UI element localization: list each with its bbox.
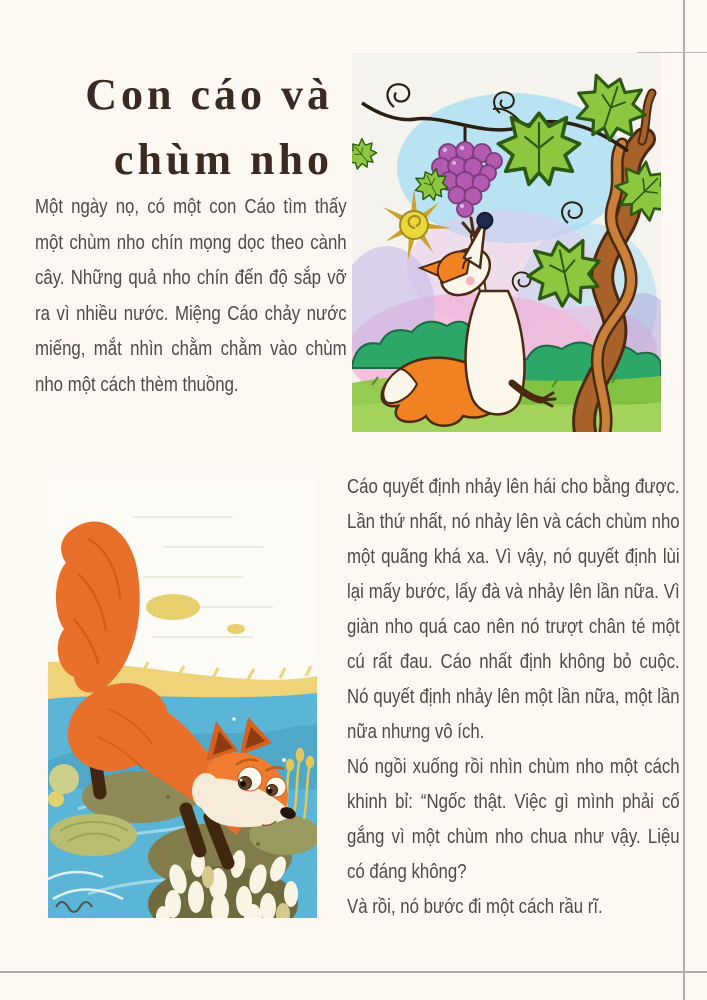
page-title-line2: chùm nho (113, 135, 333, 184)
yellow-cloud-small (227, 624, 245, 634)
illustration-fox-leap (48, 479, 317, 918)
intro-paragraph-text: Một ngày nọ, có một con Cáo tìm thấy một chùm nho chín mọng dọc theo cành cây. Những quả nho chín đến độ sắp vỡ ra vì nhiều nước. Miệng Cáo chảy nước miếng, mắt nhìn chằm chằm vào chùm nho một cách thèm thuồng. (35, 196, 347, 396)
bottom-horizontal-rule (0, 971, 707, 973)
right-vertical-rule (683, 0, 685, 1000)
attempts-paragraph: Cáo quyết định nhảy lên hái cho bằng được. Lần thứ nhất, nó nhảy lên và cách chùm nho một quãng khá xa. Vì vậy, nó quyết định lùi lại mấy bước, lấy đà và nhảy lên lần nữa. Vì giàn nho quá cao nên nó trượt chân té một cú rất đau. Cáo nhất định không bỏ cuộc. Nó quyết định nhảy lên một lần nữa, một lần nữa nhưng vô ích. (347, 476, 680, 743)
page-title (30, 62, 345, 192)
scorn-paragraph: Nó ngồi xuống rồi nhìn chùm nho một cách khinh bỉ: “Ngốc thật. Việc gì mình phải cố gắng vì một chùm nho chua như vậy. Liệu có đáng không? (347, 756, 680, 883)
illustration-fox-grapes (352, 53, 661, 432)
intro-paragraph (35, 190, 347, 403)
story-body (347, 470, 680, 925)
page-title-line1: Con cáo và (85, 70, 333, 119)
ending-paragraph: Và rồi, nó bước đi một cách rầu rĩ. (347, 896, 603, 918)
yellow-cloud (146, 594, 200, 620)
